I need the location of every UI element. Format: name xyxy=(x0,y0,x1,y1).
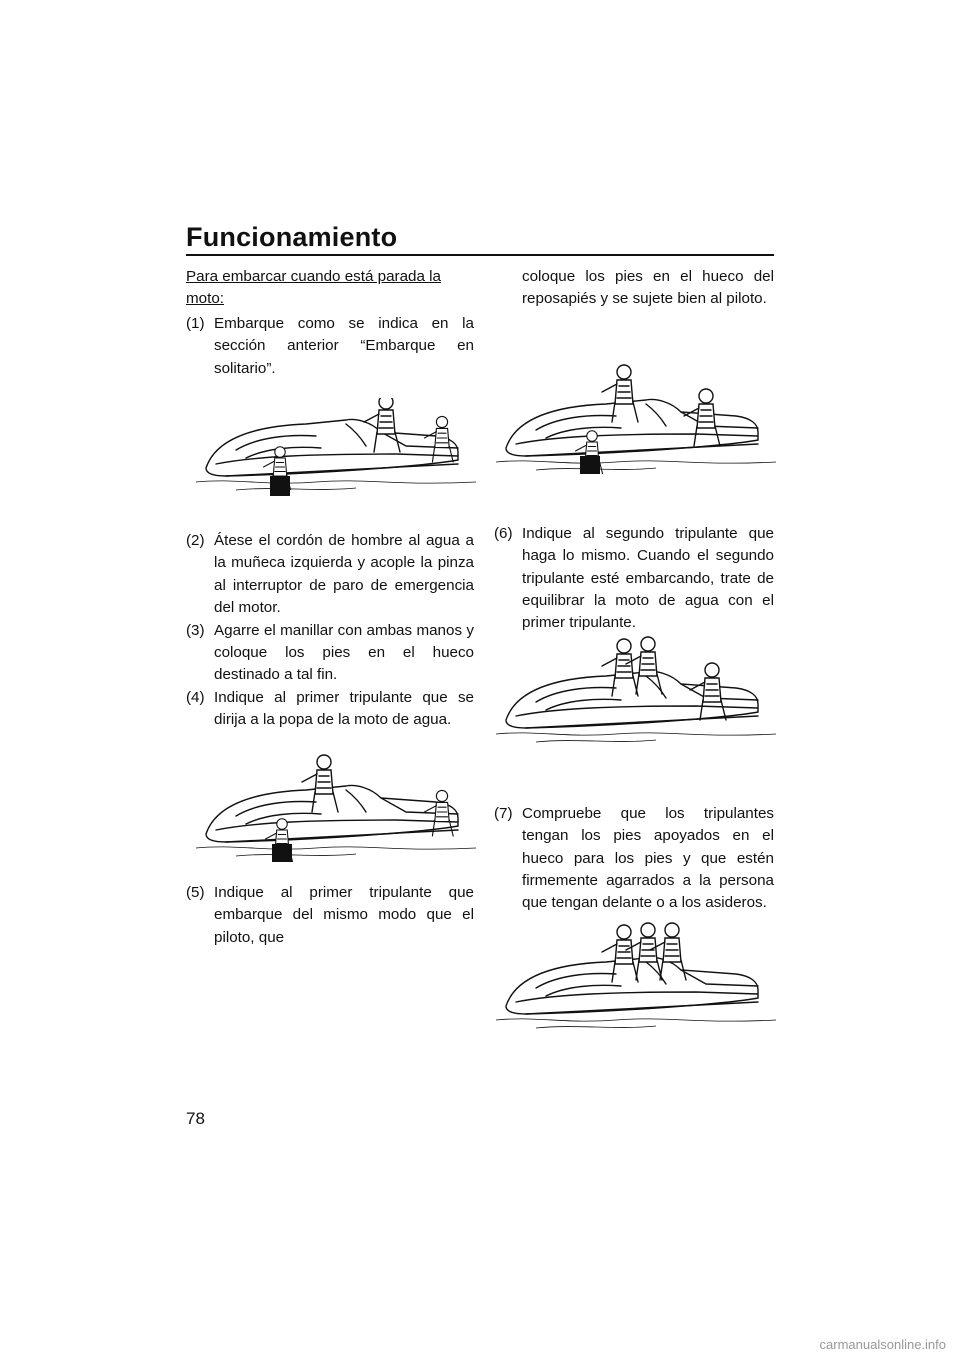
watercraft-boarding-illustration-icon xyxy=(496,636,776,746)
step-text: Compruebe que los tripulantes tengan los pies apoyados en el hueco para los pies y que estén firmemente agarrados a la persona que tengan delante o a los asideros. xyxy=(522,804,774,912)
figure-boarding-5 xyxy=(496,922,776,1037)
step-7 xyxy=(494,803,774,915)
figure-boarding-1 xyxy=(196,398,476,503)
step-text: Indique al primer tripulante que embarque del mismo modo que el piloto, que xyxy=(214,883,474,946)
page-title: Funcionamiento xyxy=(186,222,398,252)
step-number: (7) xyxy=(494,804,513,822)
step-6 xyxy=(494,523,774,635)
watercraft-boarding-illustration-icon xyxy=(196,752,476,862)
step-number: (5) xyxy=(186,883,205,901)
step-number: (3) xyxy=(186,621,205,639)
step-text: Agarre el manillar con ambas manos y coloque los pies en el hueco destinado a tal fin. xyxy=(214,621,474,684)
watercraft-boarding-illustration-icon xyxy=(496,364,776,474)
step-number: (2) xyxy=(186,532,205,550)
step-4 xyxy=(186,687,474,732)
watercraft-boarding-illustration-icon xyxy=(196,398,476,498)
watermark: carmanualsonline.info xyxy=(819,1337,946,1352)
step-1 xyxy=(186,313,474,380)
step-5 xyxy=(186,882,474,949)
step-2 xyxy=(186,530,474,620)
subheading: Para embarcar cuando está parada la moto: xyxy=(186,268,441,308)
step-text: Átese el cordón de hombre al agua a la muñeca izquierda y acople la pinza al interruptor de paro de emergencia del motor. xyxy=(214,532,474,617)
step-text: Embarque como se indica en la sección anterior “Embarque en solitario”. xyxy=(214,314,474,377)
step-number: (6) xyxy=(494,524,513,542)
step-text: Indique al primer tripulante que se dirija a la popa de la moto de agua. xyxy=(214,688,474,729)
step-number: (1) xyxy=(186,314,205,332)
step-3 xyxy=(186,620,474,687)
step-text: Indique al segundo tripulante que haga lo mismo. Cuando el segundo tripulante esté embarcando, trate de equilibrar la moto de agua con el primer tripulante. xyxy=(522,524,774,632)
step-5-continuation: coloque los pies en el hueco del reposapiés y se sujete bien al piloto. xyxy=(522,268,774,308)
watercraft-boarding-illustration-icon xyxy=(496,922,776,1032)
page-number: 78 xyxy=(186,1109,205,1128)
figure-boarding-3 xyxy=(496,364,776,479)
figure-boarding-2 xyxy=(196,752,476,867)
figure-boarding-4 xyxy=(496,636,776,751)
title-rule xyxy=(186,254,774,256)
step-number: (4) xyxy=(186,688,205,706)
